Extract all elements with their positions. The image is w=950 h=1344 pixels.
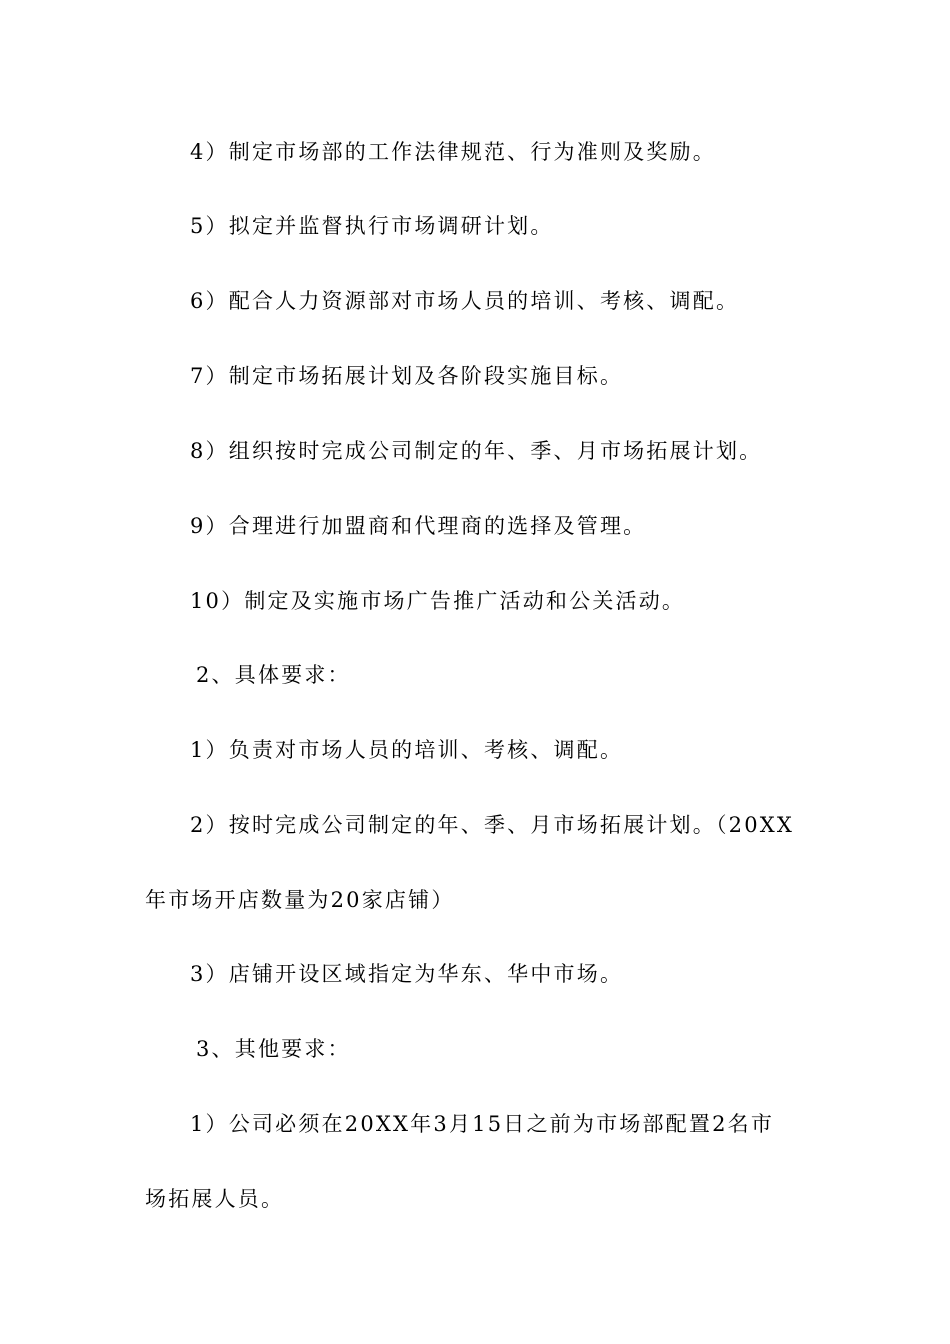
section-heading: 2、具体要求： [196, 663, 351, 687]
paragraph-line: 5）拟定并监督执行市场调研计划。 [190, 214, 554, 238]
paragraph-line: 1）公司必须在20XX年3月15日之前为市场部配置2名市 [190, 1112, 775, 1136]
paragraph-continuation: 场拓展人员。 [145, 1187, 285, 1211]
paragraph-line: 4）制定市场部的工作法律规范、行为准则及奖励。 [190, 140, 716, 164]
paragraph-line: 7）制定市场拓展计划及各阶段实施目标。 [190, 364, 624, 388]
paragraph-line: 6）配合人力资源部对市场人员的培训、考核、调配。 [190, 289, 740, 313]
paragraph-line: 3）店铺开设区域指定为华东、华中市场。 [190, 962, 624, 986]
section-heading: 3、其他要求： [196, 1037, 351, 1061]
paragraph-line: 2）按时完成公司制定的年、季、月市场拓展计划。（20XX [190, 813, 795, 837]
paragraph-continuation: 年市场开店数量为20家店铺） [145, 888, 455, 912]
paragraph-line: 1）负责对市场人员的培训、考核、调配。 [190, 738, 624, 762]
paragraph-line: 8）组织按时完成公司制定的年、季、月市场拓展计划。 [190, 439, 763, 463]
paragraph-line: 9）合理进行加盟商和代理商的选择及管理。 [190, 514, 647, 538]
paragraph-line: 10）制定及实施市场广告推广活动和公关活动。 [190, 589, 686, 613]
